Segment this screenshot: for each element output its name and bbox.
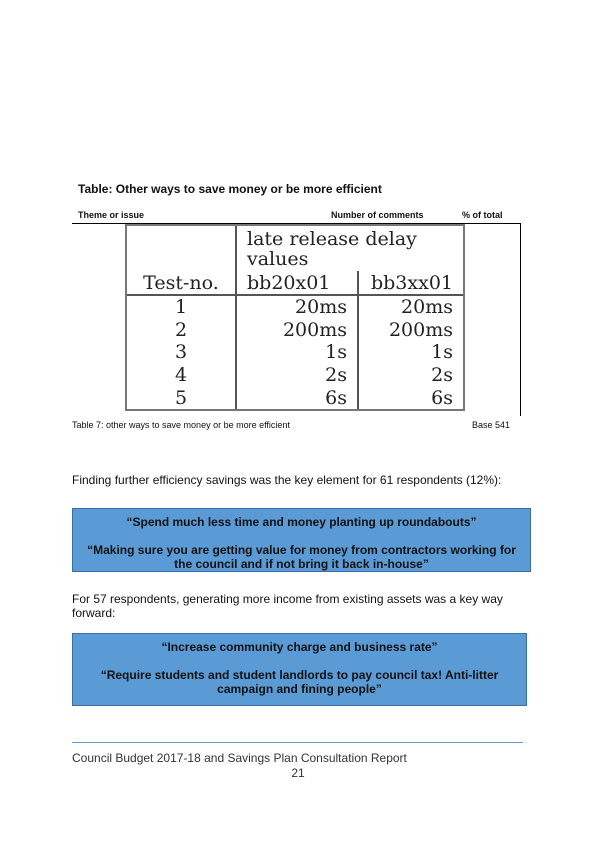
table-row	[127, 319, 463, 342]
cell-bb20x01: 6s	[236, 386, 358, 409]
section2-intro: For 57 respondents, generating more income from existing assets was a key way forward:	[72, 592, 503, 620]
quote: “Increase community charge and business rate”	[161, 640, 438, 654]
cell-test-no: 4	[127, 364, 236, 387]
cell-test-no: 5	[127, 386, 236, 409]
col-header-bb20x01: bb20x01	[236, 271, 358, 295]
quote: “Require students and student landlords to pay council tax! Anti-litter campaign and fining people”	[100, 668, 499, 696]
cell-bb3xx01: 20ms	[401, 296, 453, 319]
header-theme: Theme or issue	[78, 210, 145, 220]
quote-box-efficiency	[72, 508, 531, 572]
delay-values-table	[127, 226, 463, 409]
table-row	[127, 386, 463, 409]
page-number: 21	[291, 766, 305, 780]
cell-test-no: 1	[127, 295, 236, 319]
table-right-border	[520, 223, 521, 416]
cell-bb20x01: 2s	[236, 364, 358, 387]
cell-bb3xx01: 200ms	[388, 318, 453, 341]
table-row	[127, 226, 463, 271]
embedded-table-image	[125, 224, 465, 411]
table-row	[127, 364, 463, 387]
header-number-of-comments: Number of comments	[331, 210, 424, 220]
quote: “Making sure you are getting value for money from contractors working for the council and if not bring it back in-house”	[87, 543, 516, 571]
quote: “Spend much less time and money planting up roundabouts”	[126, 515, 477, 529]
embedded-table-title: late release delay values	[247, 227, 417, 270]
cell-test-no: 3	[127, 341, 236, 364]
cell-bb3xx01: 6s	[431, 386, 453, 409]
table-row	[127, 341, 463, 364]
cell-bb3xx01: 2s	[431, 364, 453, 387]
cell-bb3xx01: 1s	[431, 341, 453, 364]
footer-title: Council Budget 2017-18 and Savings Plan Consultation Report	[72, 751, 407, 765]
cell-test-no: 2	[127, 319, 236, 342]
section1-intro: Finding further efficiency savings was the key element for 61 respondents (12%):	[72, 473, 502, 487]
quote-box-income	[72, 633, 527, 706]
header-percent-of-total: % of total	[462, 210, 503, 220]
cell-bb20x01: 1s	[236, 341, 358, 364]
table-base: Base 541	[472, 420, 511, 430]
table-row	[127, 295, 463, 319]
col-header-test-no: Test-no.	[127, 271, 236, 295]
cell-bb20x01: 20ms	[236, 295, 358, 319]
cell-bb20x01: 200ms	[236, 319, 358, 342]
table-header-row	[127, 271, 463, 295]
col-header-bb3xx01: bb3xx01	[358, 271, 463, 295]
footer-rule	[72, 742, 523, 743]
table-caption: Table 7: other ways to save money or be more efficient	[72, 420, 290, 430]
table-title: Table: Other ways to save money or be more efficient	[78, 182, 382, 196]
empty-corner-cell	[127, 226, 236, 271]
